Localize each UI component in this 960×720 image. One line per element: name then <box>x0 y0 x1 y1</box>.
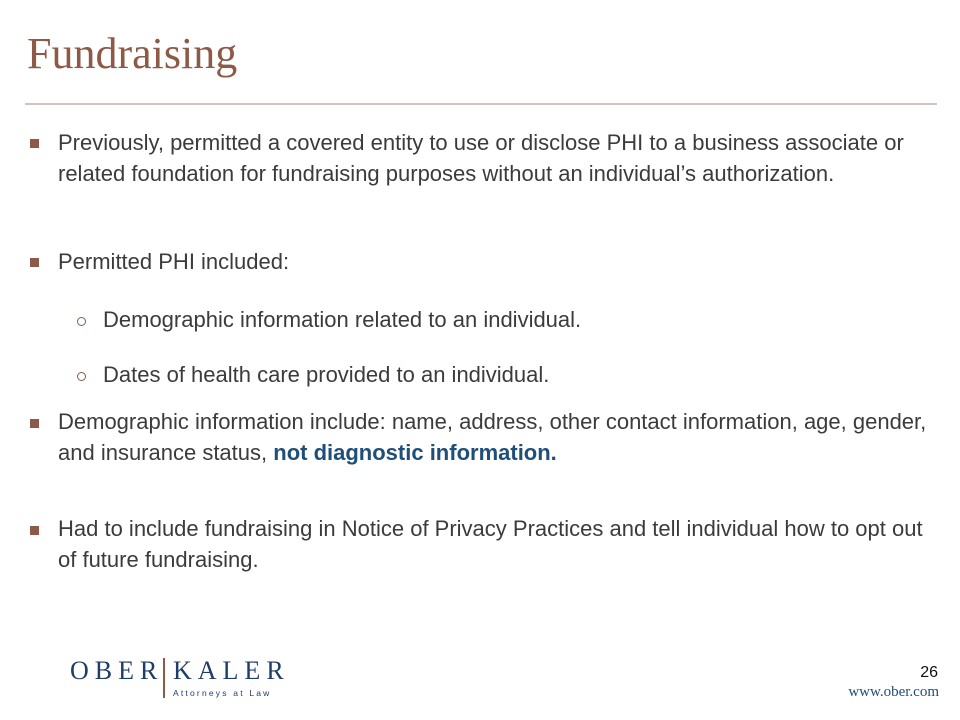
logo-kaler-text: KALER <box>173 656 290 685</box>
emphasis-text: not diagnostic information. <box>273 440 557 465</box>
circle-bullet-icon <box>77 372 86 381</box>
square-bullet-icon <box>30 419 39 428</box>
website-url: www.ober.com <box>848 684 939 700</box>
ober-kaler-logo <box>70 656 290 700</box>
bullet-item: Previously, permitted a covered entity to use or disclose PHI to a business associate or related foundation for fundraising purposes without an individual’s authorization. <box>58 130 904 186</box>
logo-ober-text: OBER <box>70 656 164 685</box>
square-bullet-icon <box>30 258 39 267</box>
square-bullet-icon <box>30 139 39 148</box>
bullet-item <box>58 406 938 468</box>
square-bullet-icon <box>30 526 39 535</box>
slide-title: Fundraising <box>27 29 238 78</box>
bullet-item: Permitted PHI included: <box>58 249 290 274</box>
bullet-text: Demographic information include: name, address, other contact information, age, gender, and insurance status, <box>58 409 927 465</box>
title-divider <box>25 103 937 105</box>
logo-tagline: Attorneys at Law <box>173 688 272 698</box>
logo-divider <box>163 658 165 698</box>
page-number: 26 <box>920 664 938 681</box>
sub-bullet-item: Dates of health care provided to an individual. <box>103 362 550 387</box>
bullet-item: Had to include fundraising in Notice of Privacy Practices and tell individual how to opt out of future fundraising. <box>58 516 923 572</box>
sub-bullet-item: Demographic information related to an individual. <box>103 307 582 332</box>
circle-bullet-icon <box>77 317 86 326</box>
